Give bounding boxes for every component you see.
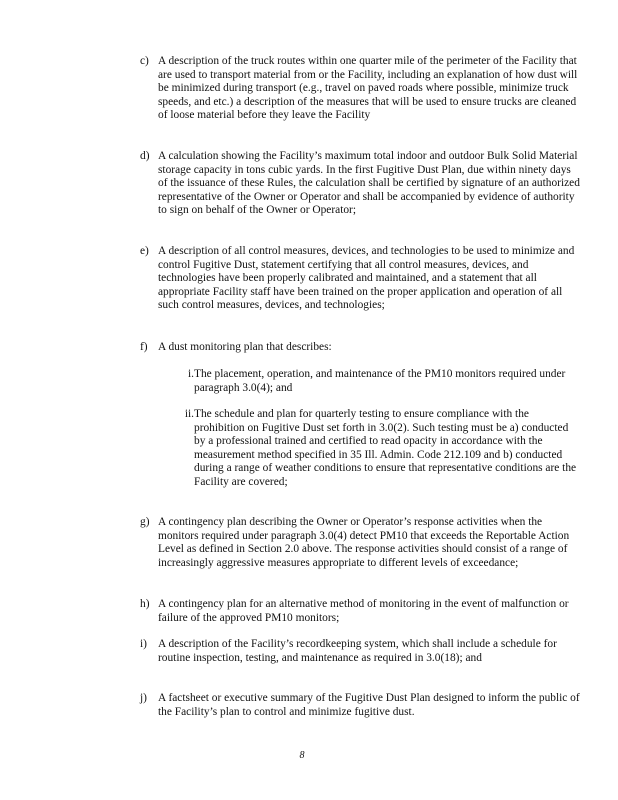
page-number: 8	[299, 750, 305, 761]
sub-item-text: The schedule and plan for quarterly testing to ensure compliance with the prohibition on Fugitive Dust set forth in 3.0(2). Such testing must be a) conducted by a professional trained and certified to read opacity in accordance with the measurement method specified in 35 Ill. Admin. Code 212.109 and b) conducted during a range of weather conditions to ensure that representative conditions are the Facility are covered;	[194, 408, 577, 488]
item-text: A dust monitoring plan that describes:	[158, 341, 332, 353]
item-label: g)	[140, 516, 150, 528]
item-label: f)	[140, 341, 148, 353]
list-item-c	[140, 55, 580, 123]
sub-item-i	[176, 368, 580, 395]
list-item-g	[140, 516, 580, 570]
list-item-i	[140, 638, 580, 665]
item-label: j)	[140, 692, 147, 704]
list-item-j	[140, 692, 580, 719]
item-text: A description of the Facility’s recordkeeping system, which shall include a schedule for routine inspection, testing, and maintenance as required in 3.0(18); and	[158, 638, 557, 664]
list-item-f	[140, 341, 580, 355]
item-text: A contingency plan for an alternative method of monitoring in the event of malfunction or failure of the approved PM10 monitors;	[158, 598, 569, 624]
list-item-d	[140, 150, 580, 218]
sub-item-label: i.	[187, 368, 194, 380]
item-label: i)	[140, 638, 147, 650]
item-text: A contingency plan describing the Owner or Operator’s response activities when the monitors required under paragraph 3.0(4) detect PM10 that exceeds the Reportable Action Level as defined in Section 2.0 above. The response activities should consist of a range of increasingly aggressive measures appropriate to different levels of exceedance;	[158, 516, 570, 569]
item-text: A description of the truck routes within one quarter mile of the perimeter of the Facility that are used to transport material from or the Facility, including an explanation of how dust will be minimized during transport (e.g., travel on paved roads where possible, minimize truck speeds, and etc.) a description of the measures that will be used to ensure trucks are cleaned of loose material before they leave the Facility	[158, 55, 578, 122]
sub-item-text: The placement, operation, and maintenance of the PM10 monitors required under paragraph 3.0(4); and	[194, 368, 566, 394]
item-text: A factsheet or executive summary of the Fugitive Dust Plan designed to inform the public of the Facility’s plan to control and minimize fugitive dust.	[158, 692, 580, 718]
item-label: h)	[140, 598, 150, 610]
item-label: e)	[140, 245, 149, 257]
list-item-h	[140, 598, 580, 625]
sub-item-ii	[176, 408, 580, 490]
list-item-e	[140, 245, 580, 313]
item-label: c)	[140, 55, 149, 67]
item-text: A description of all control measures, devices, and technologies to be used to minimize and control Fugitive Dust, statement certifying that all control measures, devices, and technologies have been properly calibrated and maintained, and a statement that all appropriate Facility staff have been trained on the proper application and operation of all such control measures, devices, and technologies;	[158, 245, 575, 312]
sub-item-label: ii.	[184, 408, 194, 420]
item-text: A calculation showing the Facility’s maximum total indoor and outdoor Bulk Solid Material storage capacity in tons cubic yards. In the first Fugitive Dust Plan, due within ninety days of the issuance of these Rules, the calculation shall be certified by signature of an authorized representative of the Owner or Operator and shall be accompanied by evidence of authority to sign on behalf of the Owner or Operator;	[158, 150, 580, 217]
item-label: d)	[140, 150, 150, 162]
